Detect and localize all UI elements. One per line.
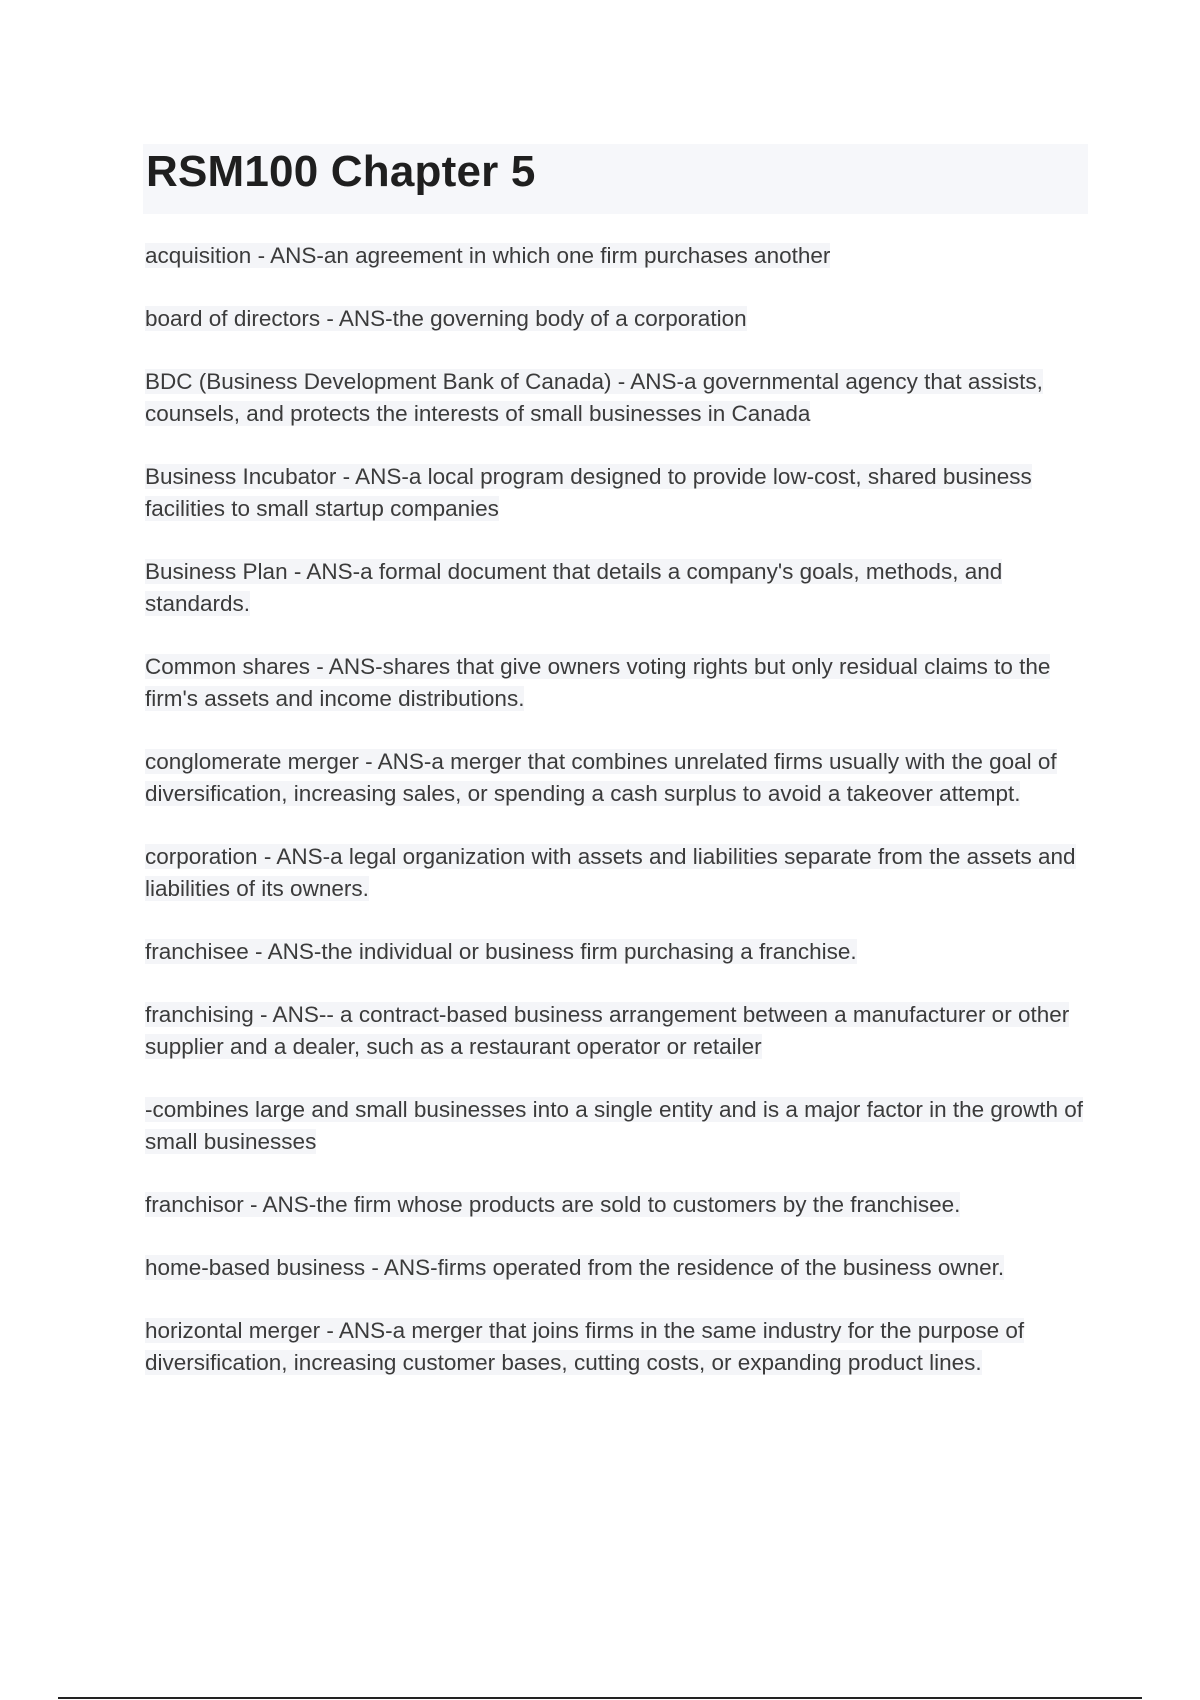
- definition-text: board of directors - ANS-the governing body of a corporation: [145, 306, 747, 331]
- definition-entry: [145, 841, 1085, 905]
- definition-text: acquisition - ANS-an agreement in which one firm purchases another: [145, 243, 831, 268]
- definition-entry: [145, 746, 1085, 810]
- definition-text: Common shares - ANS-shares that give owners voting rights but only residual claims to the firm's assets and income distributions.: [145, 654, 1051, 711]
- footer-divider: [58, 1697, 1142, 1699]
- definition-text: horizontal merger - ANS-a merger that joins firms in the same industry for the purpose of diversification, increasing customer bases, cutting costs, or expanding product lines.: [145, 1318, 1025, 1375]
- definition-text: BDC (Business Development Bank of Canada) - ANS-a governmental agency that assists, counsels, and protects the interests of small businesses in Canada: [145, 369, 1043, 426]
- definition-entry: [145, 1094, 1085, 1158]
- definition-text: franchisor - ANS-the firm whose products are sold to customers by the franchisee.: [145, 1192, 961, 1217]
- definition-entry: [145, 1252, 1085, 1284]
- definition-entry: [145, 240, 1085, 272]
- definition-entry: [145, 999, 1085, 1063]
- page-title: RSM100 Chapter 5: [146, 147, 536, 196]
- definition-text: -combines large and small businesses into a single entity and is a major factor in the growth of small businesses: [145, 1097, 1083, 1154]
- definition-text: conglomerate merger - ANS-a merger that combines unrelated firms usually with the goal of diversification, increasing sales, or spending a cash surplus to avoid a takeover attempt.: [145, 749, 1057, 806]
- definition-entry: [145, 1315, 1085, 1379]
- definition-text: Business Plan - ANS-a formal document that details a company's goals, methods, and standards.: [145, 559, 1003, 616]
- definition-entry: [145, 461, 1085, 525]
- definition-entry: [145, 1189, 1085, 1221]
- definition-entry: [145, 556, 1085, 620]
- definition-entry: [145, 366, 1085, 430]
- definition-entry: [145, 303, 1085, 335]
- definition-entry: [145, 936, 1085, 968]
- definition-list: [145, 240, 1085, 1410]
- definition-text: home-based business - ANS-firms operated from the residence of the business owner.: [145, 1255, 1005, 1280]
- definition-text: franchising - ANS-- a contract-based business arrangement between a manufacturer or other supplier and a dealer, such as a restaurant operator or retailer: [145, 1002, 1070, 1059]
- definition-text: corporation - ANS-a legal organization with assets and liabilities separate from the assets and liabilities of its owners.: [145, 844, 1076, 901]
- definition-text: Business Incubator - ANS-a local program designed to provide low-cost, shared business facilities to small startup companies: [145, 464, 1032, 521]
- definition-text: franchisee - ANS-the individual or business firm purchasing a franchise.: [145, 939, 857, 964]
- definition-entry: [145, 651, 1085, 715]
